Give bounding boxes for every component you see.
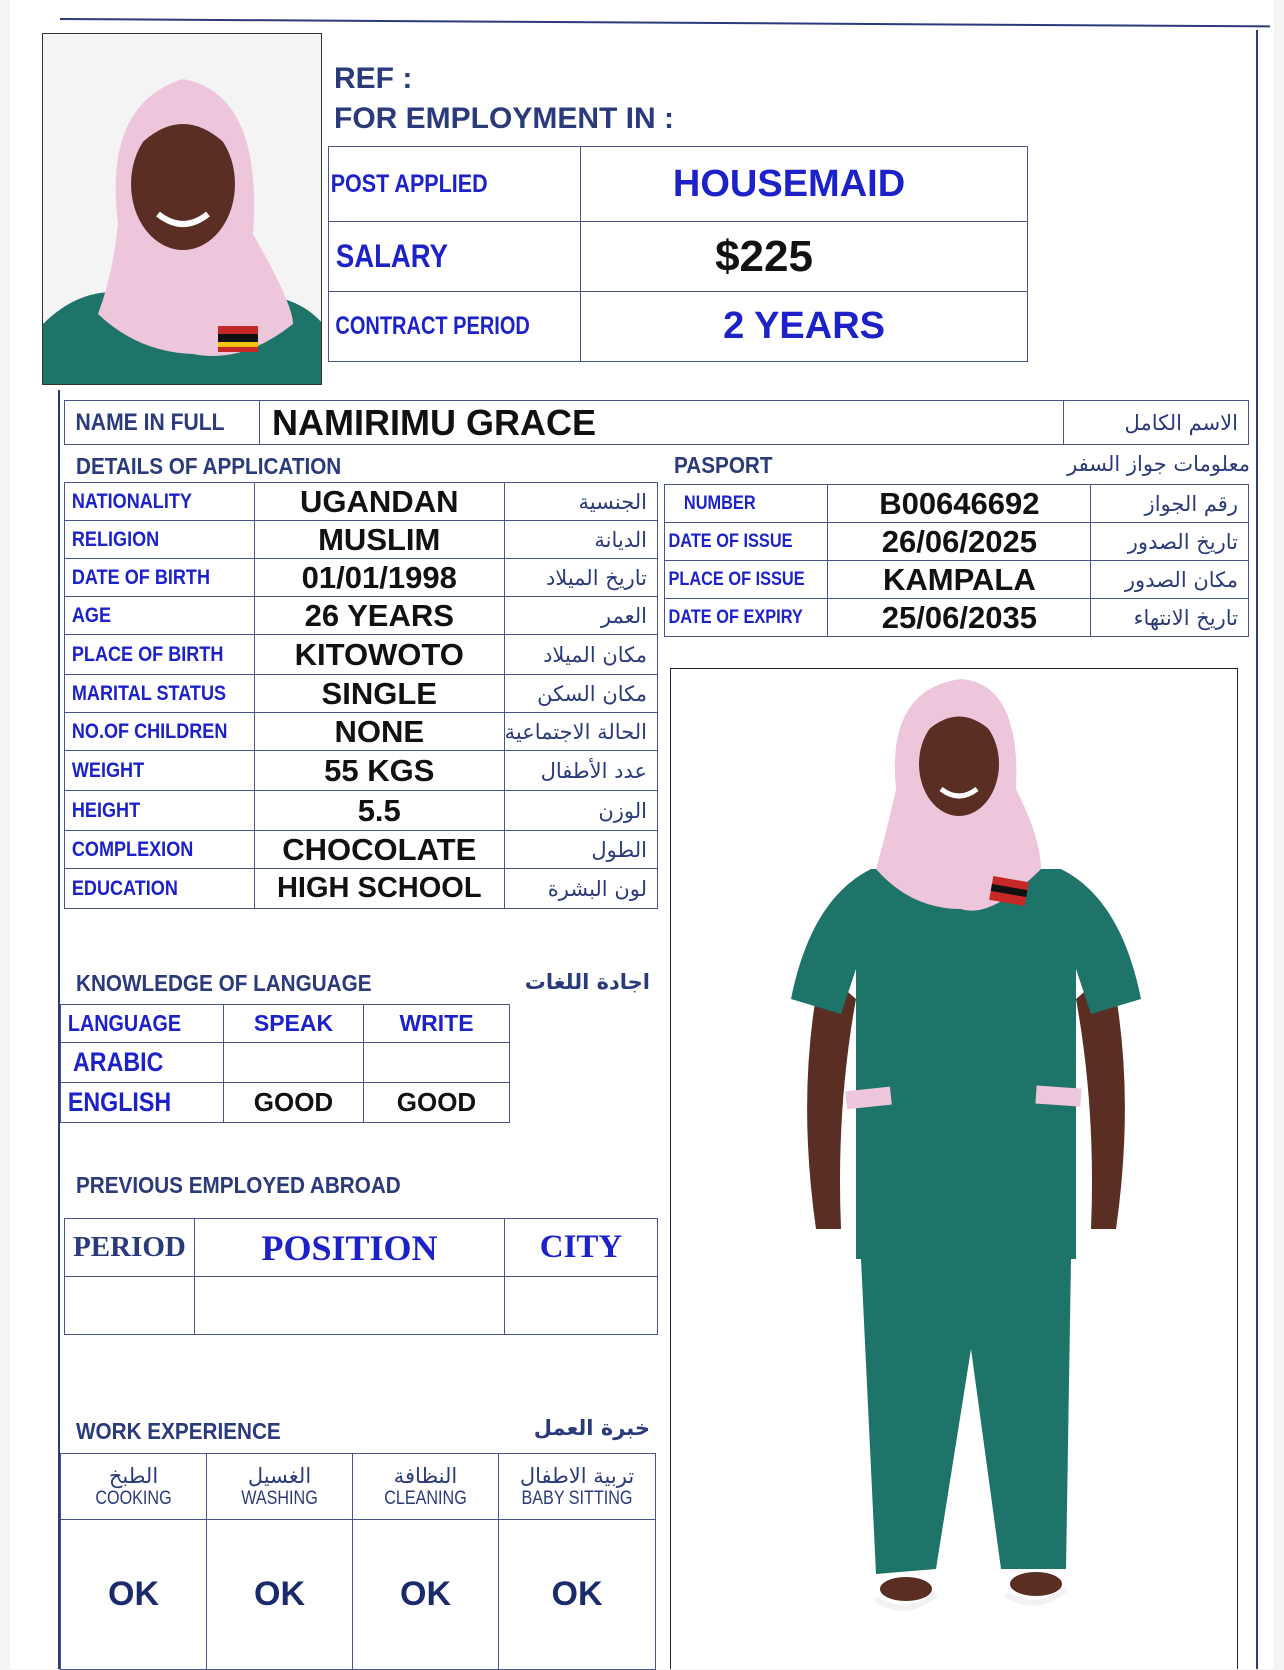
language-name: ENGLISH	[67, 1087, 172, 1117]
passport-title: PASPORT	[674, 452, 773, 478]
language-row	[61, 1083, 510, 1123]
salary-value: $225	[715, 231, 813, 281]
full-body-illustration	[671, 669, 1238, 1669]
work-col	[207, 1454, 353, 1520]
language-header-row	[61, 1005, 510, 1043]
details-label-ar: الحالة الاجتماعية	[504, 719, 647, 744]
details-row	[65, 559, 658, 597]
city-header: CITY	[539, 1229, 623, 1265]
passport-row	[665, 523, 1249, 561]
details-label: RELIGION	[71, 527, 160, 551]
work-label-ar: الغسيل	[247, 1463, 312, 1488]
language-speak: GOOD	[253, 1087, 334, 1117]
details-label: PLACE OF BIRTH	[71, 642, 224, 666]
salary-label: SALARY	[335, 238, 449, 274]
details-row	[65, 635, 658, 675]
write-header: WRITE	[399, 1010, 474, 1036]
details-label-ar: مكان الميلاد	[543, 642, 647, 667]
work-header-row	[61, 1454, 656, 1520]
contract-value-cell	[581, 292, 1028, 362]
details-value: SINGLE	[321, 675, 437, 711]
work-label: COOKING	[95, 1487, 172, 1509]
details-value: 55 KGS	[324, 752, 435, 788]
passport-row	[665, 561, 1249, 599]
work-value: OK	[254, 1575, 305, 1613]
details-table	[64, 482, 658, 909]
frame-right-line	[1256, 30, 1258, 1669]
details-label-ar: العمر	[600, 603, 647, 628]
work-value: OK	[400, 1575, 451, 1613]
contract-cell	[329, 292, 581, 362]
language-header: LANGUAGE	[67, 1010, 182, 1036]
language-row	[61, 1043, 510, 1083]
details-label-ar: مكان السكن	[537, 681, 647, 706]
details-label-ar: لون البشرة	[547, 876, 647, 901]
salary-value-cell	[581, 222, 1028, 292]
details-label: EDUCATION	[71, 876, 178, 900]
work-title: WORK EXPERIENCE	[76, 1418, 281, 1444]
details-row	[65, 831, 658, 869]
work-label: BABY SITTING	[521, 1487, 633, 1509]
details-label: AGE	[71, 603, 112, 627]
post-table	[328, 146, 1028, 362]
passport-value: 26/06/2025	[881, 523, 1037, 559]
details-title: DETAILS OF APPLICATION	[76, 453, 342, 479]
details-row	[65, 597, 658, 635]
details-row	[65, 869, 658, 909]
language-name: ARABIC	[73, 1047, 164, 1077]
language-title-ar: اجادة اللغات	[524, 970, 650, 994]
position-header: POSITION	[261, 1227, 438, 1268]
full-body-photo	[670, 668, 1238, 1669]
language-table	[60, 1004, 510, 1123]
work-table	[60, 1453, 656, 1670]
details-label: DATE OF BIRTH	[71, 565, 211, 589]
post-applied-value-cell	[581, 147, 1028, 222]
headshot-photo	[42, 33, 322, 385]
work-col	[353, 1454, 499, 1520]
name-label: NAME IN FULL	[75, 408, 225, 436]
details-value: 5.5	[357, 792, 401, 828]
period-header: PERIOD	[73, 1231, 186, 1263]
details-label-ar: عدد الأطفال	[540, 758, 647, 783]
name-table	[64, 400, 1249, 445]
work-value-row	[61, 1520, 656, 1670]
details-row	[65, 713, 658, 751]
details-value: 01/01/1998	[301, 559, 457, 595]
work-label: CLEANING	[384, 1487, 467, 1509]
details-label: MARITAL STATUS	[71, 681, 227, 705]
passport-label: DATE OF ISSUE	[668, 530, 793, 552]
passport-value: B00646692	[879, 485, 1040, 521]
work-value: OK	[108, 1575, 159, 1613]
work-label-ar: تربية الاطفال	[519, 1463, 635, 1488]
details-row	[65, 483, 658, 521]
name-ar-cell	[1064, 401, 1249, 445]
details-label: HEIGHT	[71, 798, 141, 822]
language-write: GOOD	[396, 1087, 477, 1117]
passport-label: DATE OF EXPIRY	[668, 606, 803, 628]
passport-label-ar: تاريخ الصدور	[1127, 529, 1238, 554]
work-col	[61, 1454, 207, 1520]
work-label-ar: الطبخ	[108, 1463, 159, 1488]
details-value: UGANDAN	[300, 483, 459, 519]
post-applied-value: HOUSEMAID	[672, 162, 906, 205]
details-label-ar: تاريخ الميلاد	[545, 565, 647, 590]
passport-table	[664, 484, 1249, 637]
passport-label-ar: مكان الصدور	[1124, 567, 1238, 592]
details-value: KITOWOTO	[294, 636, 464, 672]
details-label-ar: الديانة	[594, 527, 647, 552]
passport-label: PLACE OF ISSUE	[668, 568, 805, 590]
language-title: KNOWLEDGE OF LANGUAGE	[76, 970, 372, 996]
passport-label: NUMBER	[683, 492, 756, 514]
details-label: NATIONALITY	[71, 489, 192, 513]
details-value: 26 YEARS	[304, 597, 454, 633]
previous-table	[64, 1218, 658, 1335]
application-sheet	[10, 0, 1274, 1669]
post-applied-label: POST APPLIED	[330, 169, 488, 198]
passport-value: 25/06/2035	[881, 599, 1037, 635]
name-label-cell	[65, 401, 260, 445]
details-label: COMPLEXION	[71, 837, 194, 861]
details-row	[65, 791, 658, 831]
post-applied-cell	[329, 147, 581, 222]
previous-empty-row	[65, 1277, 658, 1335]
previous-header-row	[65, 1219, 658, 1277]
passport-row	[665, 485, 1249, 523]
name-value-cell	[260, 401, 1064, 445]
work-value: OK	[551, 1575, 603, 1613]
name-label-ar: الاسم الكامل	[1124, 410, 1238, 435]
details-value: CHOCOLATE	[282, 831, 477, 867]
details-row	[65, 751, 658, 791]
employment-label: FOR EMPLOYMENT IN :	[334, 102, 674, 135]
details-value: MUSLIM	[318, 521, 441, 557]
frame-top-line	[60, 18, 1270, 27]
details-label-ar: الجنسية	[578, 489, 647, 514]
work-label: WASHING	[241, 1487, 318, 1509]
passport-label-ar: رقم الجواز	[1144, 491, 1238, 516]
name-value: NAMIRIMU GRACE	[272, 401, 596, 443]
speak-header: SPEAK	[253, 1010, 334, 1036]
details-label: NO.OF CHILDREN	[71, 719, 228, 743]
contract-value: 2 YEARS	[723, 305, 885, 347]
details-value: HIGH SCHOOL	[276, 872, 482, 904]
work-col	[499, 1454, 656, 1520]
details-row	[65, 675, 658, 713]
details-label: WEIGHT	[71, 758, 145, 782]
passport-label-ar: تاريخ الانتهاء	[1133, 605, 1238, 630]
details-label-ar: الوزن	[598, 798, 647, 823]
details-value: NONE	[334, 713, 425, 749]
passport-value: KAMPALA	[883, 561, 1036, 597]
contract-label: CONTRACT PERIOD	[335, 312, 530, 340]
passport-title-ar: معلومات جواز السفر	[1067, 452, 1250, 476]
previous-title: PREVIOUS EMPLOYED ABROAD	[76, 1172, 401, 1198]
work-label-ar: النظافة	[393, 1463, 458, 1488]
details-row	[65, 521, 658, 559]
work-title-ar: خبرة العمل	[533, 1416, 650, 1440]
details-label-ar: الطول	[591, 837, 647, 862]
passport-row	[665, 599, 1249, 637]
headshot-illustration	[43, 34, 322, 385]
ref-label: REF :	[334, 62, 413, 95]
